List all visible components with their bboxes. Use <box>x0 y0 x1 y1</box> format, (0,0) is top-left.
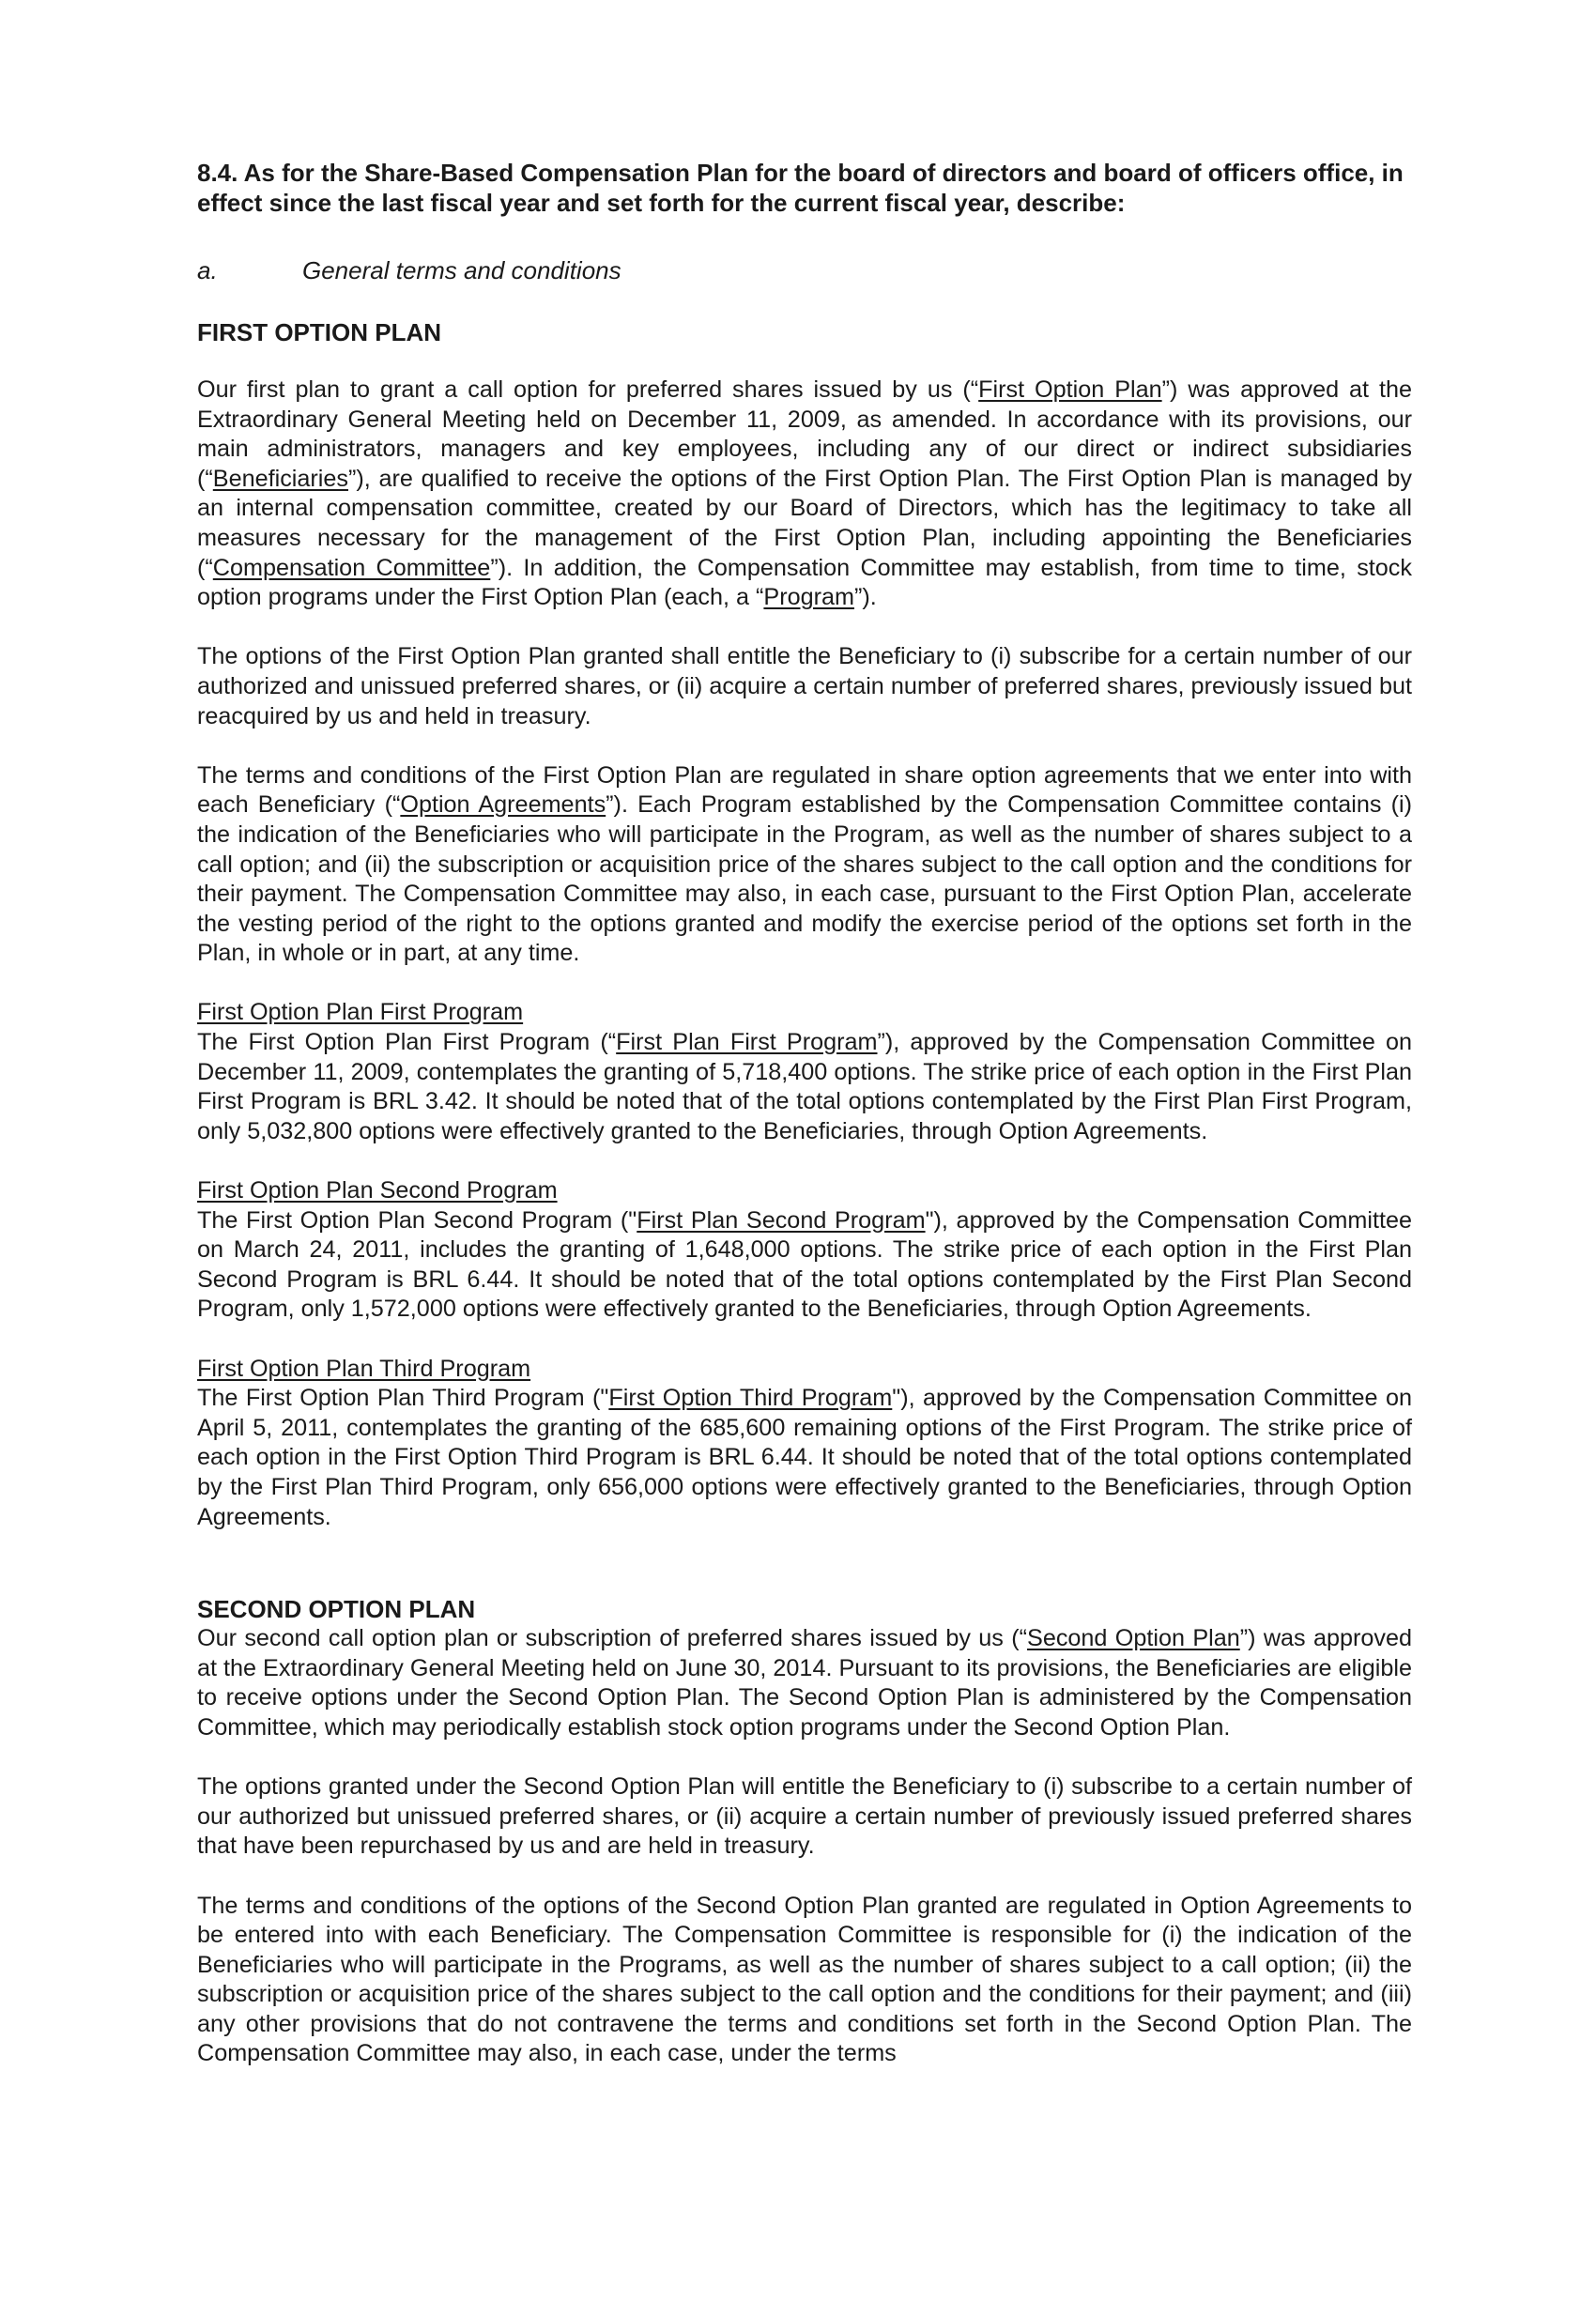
first-plan-paragraph-3: The terms and conditions of the First Option Plan are regulated in share option agreements that we enter into with each Beneficiary (“Option Agreements”). Each Program established by the Compensation Committee contains (i) the indication of the Beneficiaries who will participate in the Program, as well as the number of shares subject to a call option; and (ii) the subscription or acquisition price of the shares subject to the call option and the conditions for their payment. The Compensation Committee may also, in each case, pursuant to the First Option Plan, accelerate the vesting period of the right to the options granted and modify the exercise period of the options set forth in the Plan, in whole or in part, at any time. <box>197 761 1412 967</box>
term-program: Program <box>763 584 854 611</box>
term-first-plan-second-program: First Plan Second Program <box>637 1206 926 1234</box>
term-first-plan-first-program: First Plan First Program <box>616 1029 878 1056</box>
second-option-plan-title: SECOND OPTION PLAN <box>197 1595 476 1624</box>
second-plan-paragraph-3: The terms and conditions of the options of the Second Option Plan granted are regulated in Option Agreements to be entered into with each Beneficiary. The Compensation Committee is responsible for (i) the indication of the Beneficiaries who will participate in the Programs, as well as the number of shares subject to a call option; (ii) the subscription or acquisition price of the shares subject to the call option and the conditions for their payment; and (iii) any other provisions that do not contravene the terms and conditions set forth in the Second Option Plan. The Compensation Committee may also, in each case, under the terms <box>197 1892 1412 2067</box>
first-plan-paragraph-2: The options of the First Option Plan granted shall entitle the Beneficiary to (i) subscribe for a certain number of our authorized and unissued preferred shares, or (ii) acquire a certain number of preferred shares, previously issued but reacquired by us and held in treasury. <box>197 643 1412 729</box>
second-plan-paragraph-2: The options granted under the Second Option Plan will entitle the Beneficiary to (i) subscribe to a certain number of our authorized but unissued preferred shares, or (ii) acquire a certain number of previously issued preferred shares that have been repurchased by us and are held in treasury. <box>197 1773 1412 1860</box>
term-option-agreements: Option Agreements <box>400 791 606 819</box>
third-program-paragraph: First Option Plan Third Program The First Option Plan Third Program ("First Option Third Program"), approved by the Compensation Committee on April 5, 2011, contemplates the granting of the 685,600 remaining options of the First Program. The strike price of each option in the First Option Third Program is BRL 6.44. It should be noted that of the total options contemplated by the First Plan Third Program, only 656,000 options were effectively granted to the Beneficiaries, through Option Agreements. <box>197 1355 1412 1530</box>
first-option-plan-title: FIRST OPTION PLAN <box>197 318 441 346</box>
subsection-a <box>197 255 1412 285</box>
third-program-title: First Option Plan Third Program <box>197 1355 531 1382</box>
term-compensation-committee: Compensation Committee <box>212 554 491 581</box>
second-program-paragraph: First Option Plan Second Program The First Option Plan Second Program ("First Plan Second Program"), approved by the Compensation Committee on March 24, 2011, includes the granting of 1,648,000 options. The strike price of each option in the First Plan Second Program is BRL 6.44. It should be noted that of the total options contemplated by the First Plan Second Program, only 1,572,000 options were effectively granted to the Beneficiaries, through Option Agreements. <box>197 1177 1412 1323</box>
subsection-letter: a. <box>197 256 218 284</box>
second-program-title: First Option Plan Second Program <box>197 1177 558 1204</box>
first-program-paragraph: First Option Plan First Program The First Option Plan First Program (“First Plan First Program”), approved by the Compensation Committee on December 11, 2009, contemplates the granting of 5,718,400 options. The strike price of each option in the First Plan First Program is BRL 3.42. It should be noted that of the total options contemplated by the First Plan First Program, only 5,032,800 options were effectively granted to the Beneficiaries, through Option Agreements. <box>197 999 1412 1144</box>
section-heading: 8.4. As for the Share-Based Compensation Plan for the board of directors and board of officers office, in effect since the last fiscal year and set forth for the current fiscal year, describe: <box>197 159 1404 217</box>
subsection-title: General terms and conditions <box>302 256 622 284</box>
first-program-title: First Option Plan First Program <box>197 999 524 1026</box>
document-page <box>197 158 1412 2069</box>
term-first-option-third-program: First Option Third Program <box>608 1385 893 1412</box>
second-plan-paragraph-1: Our second call option plan or subscription of preferred shares issued by us (“Second Option Plan”) was approved at the Extraordinary General Meeting held on June 30, 2014. Pursuant to its provisions, the Beneficiaries are eligible to receive options under the Second Option Plan. The Second Option Plan is administered by the Compensation Committee, which may periodically establish stock option programs under the Second Option Plan. <box>197 1625 1413 1741</box>
term-second-option-plan: Second Option Plan <box>1027 1625 1240 1652</box>
term-first-option-plan: First Option Plan <box>978 376 1162 403</box>
first-plan-paragraph-1: Our first plan to grant a call option for preferred shares issued by us (“First Option Plan”) was approved at the Extraordinary General Meeting held on December 11, 2009, as amended. In accordance with its provisions, our main administrators, managers and key employees, including any of our direct or indirect subsidiaries (“Beneficiaries”), are qualified to receive the options of the First Option Plan. The First Option Plan is managed by an internal compensation committee, created by our Board of Directors, which has the legitimacy to take all measures necessary for the management of the First Option Plan, including appointing the Beneficiaries (“Compensation Committee”). In addition, the Compensation Committee may establish, from time to time, stock option programs under the First Option Plan (each, a “Program”). <box>197 376 1412 611</box>
term-beneficiaries: Beneficiaries <box>212 465 348 492</box>
